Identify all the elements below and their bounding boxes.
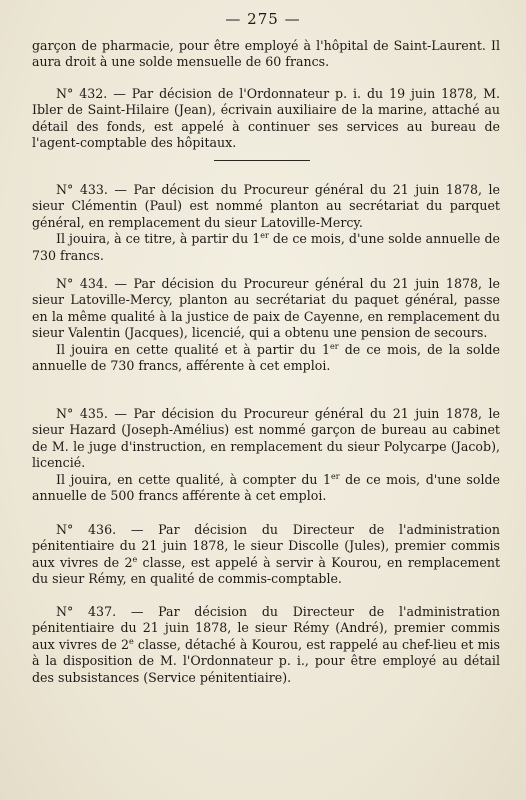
entry-number: N° 433. — [56, 182, 108, 197]
entry-text: — Par décision du Procureur général du 21 juin 1878, le sieur Latoville-Mercy, planton au secrétariat du paquet général, passe en la même qualité à la justice de paix de Cayenne, en remplacement du sieur Valentin (Jacques), licencié, qui a obtenu une pension de secours. — [32, 276, 500, 341]
entry-435 — [32, 406, 500, 504]
superscript: er — [330, 341, 339, 351]
entry-text-part: de ce mois, d'une solde annuelle de 730 francs. — [32, 231, 500, 263]
entry-text: — Par décision du Procureur général du 21 juin 1878, le sieur Clémentin (Paul) est nommé planton au secrétariat du parquet général, en remplacement du sieur Latoville-Mercy. — [32, 182, 500, 230]
entry-435-paragraph — [32, 406, 500, 472]
entry-433-paragraph — [32, 182, 500, 231]
entry-text: — Par décision du Procureur général du 21 juin 1878, le sieur Hazard (Joseph-Amélius) est nommé garçon de bureau au cabinet de M. le juge d'instruction, en remplacement du sieur Polycarpe (Jacob), licencié. — [32, 406, 500, 471]
entry-434 — [32, 276, 500, 374]
entry-433 — [32, 182, 500, 264]
superscript: e — [128, 636, 134, 646]
entry-434-paragraph-2 — [32, 342, 500, 375]
entry-text-part: Il jouira, en cette qualité, à compter du 1 — [56, 471, 332, 487]
entry-433-paragraph-2 — [32, 231, 500, 264]
entry-text-part: — Par décision du Directeur de l'administration pénitentiaire du 21 juin 1878, le sieur Rémy (André), premier commis aux vivres de 2 — [32, 604, 500, 652]
entry-number: N° 432. — [56, 86, 108, 101]
entry-number: N° 434. — [56, 276, 108, 291]
page-number: — 275 — — [225, 10, 301, 28]
section-divider — [214, 160, 310, 161]
entry-434-paragraph — [32, 276, 500, 342]
entry-437-paragraph — [32, 604, 500, 686]
entry-text-part: de ce mois, d'une solde annuelle de 500 francs afférente à cet emploi. — [32, 471, 501, 504]
superscript: er — [331, 471, 340, 481]
entry-432 — [32, 86, 500, 152]
entry-text-part: classe, est appelé à servir à Kourou, en remplacement du sieur Rémy, en qualité de commis-comptable. — [32, 554, 501, 587]
entry-435-paragraph-2 — [32, 472, 500, 505]
entry-text-part: de ce mois, de la solde annuelle de 730 francs, afférente à cet emploi. — [32, 341, 500, 374]
superscript: er — [260, 231, 269, 241]
entry-432-paragraph — [32, 86, 500, 152]
entry-number: N° 437. — [56, 604, 117, 619]
entry-437 — [32, 604, 500, 686]
entry-text-part: — Par décision du Directeur de l'administration pénitentiaire du 21 juin 1878, le sieur Discolle (Jules), premier commis aux vivres de 2 — [32, 522, 500, 570]
entry-436 — [32, 522, 500, 588]
entry-text: — Par décision de l'Ordonnateur p. i. du 19 juin 1878, M. Ibler de Saint-Hilaire (Jean), écrivain auxiliaire de la marine, attaché au détail des fonds, est appelé à continuer ses services au bureau de l'agent-comptable des hôpitaux. — [32, 86, 500, 151]
entry-text-part: classe, détaché à Kourou, est rappelé au chef-lieu et mis à la disposition de M. l'Ordonnateur p. i., pour être employé au détail des subsistances (Service pénitentiaire). — [32, 636, 500, 685]
entry-text-part: Il jouira, à ce titre, à partir du 1 — [56, 231, 261, 247]
continuation-text: garçon de pharmacie, pour être employé à l'hôpital de Saint-Laurent. Il aura droit à une solde mensuelle de 60 francs. — [32, 38, 500, 70]
entry-number: N° 436. — [56, 522, 117, 537]
continuation-paragraph — [32, 38, 500, 71]
entry-436-paragraph — [32, 522, 500, 588]
entry-text-part: Il jouira en cette qualité et à partir du 1 — [56, 341, 331, 357]
entry-number: N° 435. — [56, 406, 108, 421]
superscript: e — [132, 554, 138, 564]
